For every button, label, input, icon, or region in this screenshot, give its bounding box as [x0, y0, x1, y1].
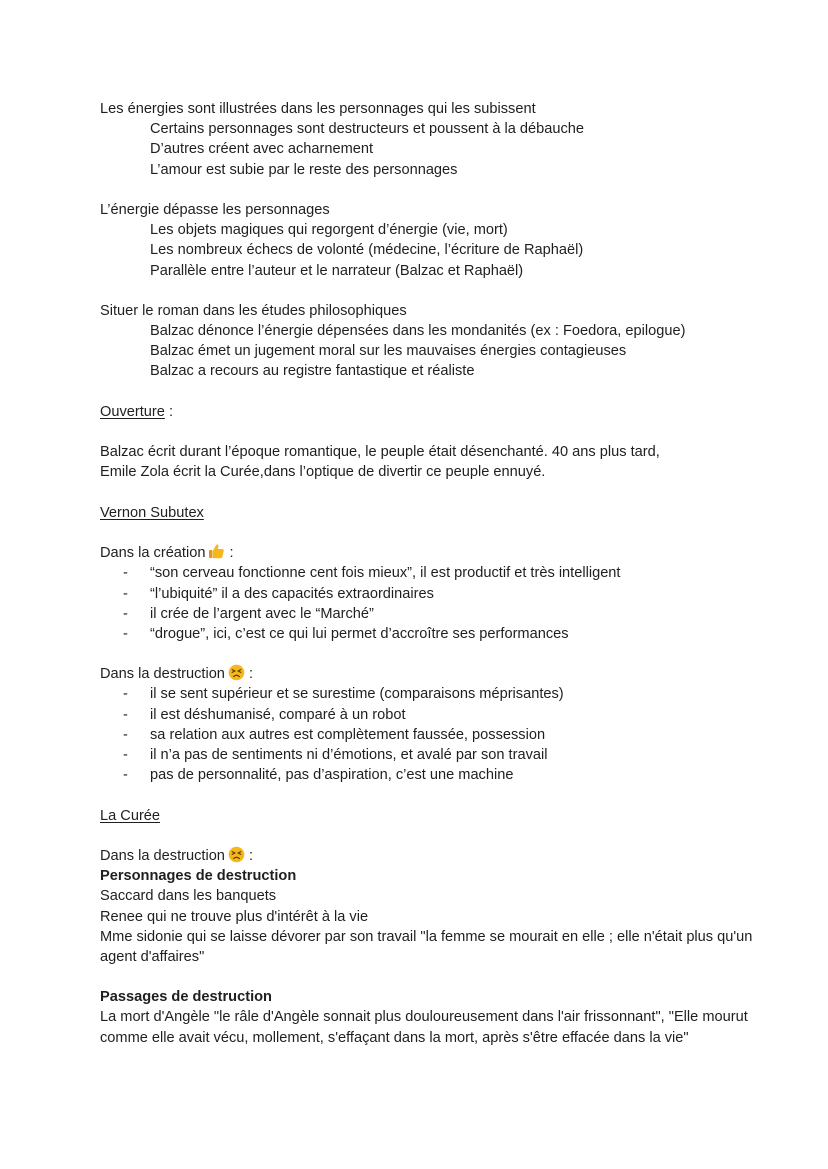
- section2-item: Les objets magiques qui regorgent d’énergie (vie, mort): [150, 222, 508, 239]
- destruction-suffix: :: [244, 847, 254, 864]
- document-body: [100, 99, 760, 1048]
- section2-item: Les nombreux échecs de volonté (médecine, l’écriture de Raphaël): [150, 242, 584, 259]
- vernon-creation-label: [100, 543, 760, 563]
- vernon-heading: [100, 503, 760, 523]
- section1-heading: Les énergies sont illustrées dans les personnages qui les subissent: [100, 101, 536, 117]
- section1-item: D’autres créent avec acharnement: [150, 141, 374, 158]
- vernon-destruction-label: [100, 664, 760, 684]
- ouverture-line: Balzac écrit durant l’époque romantique, le peuple était désenchanté. 40 ans plus tard,: [100, 444, 660, 461]
- list-item: - “l’ubiquité” il a des capacités extraordinaires: [123, 585, 434, 602]
- destruction-label-text: Dans la destruction: [100, 847, 225, 864]
- bullet-text: “drogue”, ici, c’est ce qui lui permet d’accroître ses performances: [150, 625, 569, 642]
- passage-text: La mort d'Angèle "le râle d'Angèle sonnait plus douloureusement dans l'air frissonnant", "Elle mourut comme elle avait vécu, mollement, s'effaçant dans la mort, après s'être effacée dans la vie": [100, 1009, 748, 1046]
- list-item: - il est déshumanisé, comparé à un robot: [123, 706, 406, 723]
- destruction-label-text: Dans la destruction: [100, 666, 225, 683]
- section1-item: Certains personnages sont destructeurs et poussent à la débauche: [150, 121, 585, 138]
- ouverture-line: Emile Zola écrit la Curée,dans l’optique de divertir ce peuple ennuyé.: [100, 464, 546, 481]
- section3-item: Balzac a recours au registre fantastique et réaliste: [150, 363, 475, 380]
- section3-item: Balzac émet un jugement moral sur les mauvaises énergies contagieuses: [150, 343, 627, 360]
- section2-item: Parallèle entre l’auteur et le narrateur (Balzac et Raphaël): [150, 262, 524, 279]
- bullet-text: il se sent supérieur et se surestime (comparaisons méprisantes): [150, 686, 564, 703]
- personnage-line: Saccard dans les banquets: [100, 888, 277, 905]
- personnage-line: Renee qui ne trouve plus d'intérêt à la vie: [100, 908, 369, 925]
- personnages-heading: Personnages de destruction: [100, 868, 297, 885]
- list-item: - il se sent supérieur et se surestime (comparaisons méprisantes): [123, 686, 564, 703]
- curee-title: La Curée: [100, 807, 161, 824]
- creation-label-text: Dans la création: [100, 545, 206, 562]
- list-item: - sa relation aux autres est complètement faussée, possession: [123, 726, 546, 743]
- vernon-title: Vernon Subutex: [100, 504, 204, 521]
- bullet-text: “son cerveau fonctionne cent fois mieux”, il est productif et très intelligent: [150, 565, 621, 582]
- bullet-text: il n’a pas de sentiments ni d’émotions, et avalé par son travail: [150, 747, 548, 763]
- passages-heading: Passages de destruction: [100, 989, 272, 1006]
- section3-heading: Situer le roman dans les études philosophiques: [100, 302, 407, 319]
- bullet-text: il crée de l’argent avec le “Marché”: [150, 605, 374, 622]
- list-item: - il n’a pas de sentiments ni d’émotions, et avalé par son travail: [123, 747, 548, 763]
- curee-heading: [100, 806, 760, 826]
- creation-suffix: :: [225, 545, 234, 562]
- list-item: - “son cerveau fonctionne cent fois mieux”, il est productif et très intelligent: [123, 565, 621, 582]
- list-item: - pas de personnalité, pas d’aspiration, c’est une machine: [123, 767, 514, 784]
- list-item: - “drogue”, ici, c’est ce qui lui permet d’accroître ses performances: [123, 625, 569, 642]
- section2-heading: L’énergie dépasse les personnages: [100, 201, 330, 218]
- destruction-suffix: :: [244, 666, 254, 683]
- ouverture-heading: [100, 402, 760, 422]
- list-item: - il crée de l’argent avec le “Marché”: [123, 605, 374, 622]
- curee-destruction-label: [100, 846, 760, 866]
- bullet-text: pas de personnalité, pas d’aspiration, c’est une machine: [150, 767, 514, 784]
- section3-item: Balzac dénonce l’énergie dépensées dans les mondanités (ex : Foedora, epilogue): [150, 323, 686, 340]
- bullet-text: sa relation aux autres est complètement faussée, possession: [150, 726, 546, 743]
- ouverture-title: Ouverture: [100, 403, 165, 420]
- ouverture-suffix: :: [164, 403, 173, 420]
- bullet-text: “l’ubiquité” il a des capacités extraordinaires: [150, 585, 434, 602]
- section1-item: L’amour est subie par le reste des personnages: [150, 161, 458, 178]
- bullet-text: il est déshumanisé, comparé à un robot: [150, 706, 406, 723]
- personnage-line: Mme sidonie qui se laisse dévorer par son travail "la femme se mourait en elle ; elle n'était plus qu'un agent d'affaires": [100, 928, 753, 965]
